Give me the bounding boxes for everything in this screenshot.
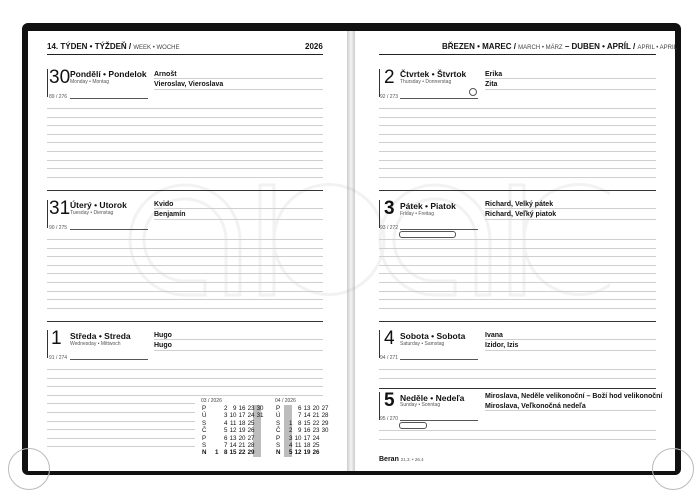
calendar-day: 10	[229, 412, 237, 420]
calendar-day	[255, 449, 264, 456]
day-underline	[400, 98, 478, 99]
ruled-line	[47, 160, 323, 161]
calendar-day: 18	[238, 419, 246, 427]
weekday-label: S	[276, 419, 281, 427]
calendar-day: 13	[303, 405, 311, 412]
calendar-day: 30	[321, 427, 329, 435]
calendar-day	[320, 449, 329, 456]
ruled-line	[379, 160, 656, 161]
ruled-line	[47, 395, 323, 396]
calendar-day	[210, 420, 219, 427]
day-subtitle: Wednesday • Mittwoch	[70, 341, 121, 347]
calendar-day: 19	[303, 449, 311, 457]
day-bar	[379, 69, 380, 97]
ruled-line	[47, 403, 195, 404]
day-index: 94 / 271	[380, 355, 399, 361]
ruled-line	[47, 125, 323, 126]
ruled-line	[47, 369, 323, 370]
day-separator	[379, 190, 656, 191]
month2-translations: APRIL • APRIL	[637, 45, 677, 51]
nameday-sk: Richard, Veľký piatok	[485, 211, 557, 218]
day-underline	[70, 359, 148, 360]
ruled-line	[47, 108, 323, 109]
calendar-day	[255, 435, 264, 442]
calendar-day: 31	[256, 412, 264, 420]
calendar-day: 4	[224, 419, 228, 427]
ruled-line	[485, 350, 656, 351]
nameday-cz: Arnošt	[154, 71, 177, 78]
ruled-line	[379, 378, 656, 379]
calendar-day: 25	[312, 442, 320, 450]
moon-phase-icon	[469, 88, 477, 96]
calendar-day: 22	[312, 419, 320, 427]
calendar-day: 11	[230, 419, 237, 427]
calendar-day: 17	[303, 434, 311, 442]
ruled-line	[47, 421, 195, 422]
day-number: 31	[49, 198, 71, 219]
ruled-line	[379, 256, 656, 257]
day-subtitle: Thursday • Donnerstag	[400, 79, 452, 85]
holiday-marker-icon	[399, 231, 456, 238]
brand-name: Beran	[379, 456, 399, 463]
ruled-line	[154, 339, 323, 340]
calendar-day	[284, 405, 293, 412]
ruled-line	[154, 350, 323, 351]
calendar-day: 30	[256, 405, 264, 412]
ruled-line	[154, 208, 323, 209]
day-name: Pátek • Piatok	[400, 201, 456, 211]
day-underline	[400, 420, 478, 421]
footer	[379, 456, 424, 463]
calendar-day: 12	[294, 449, 302, 457]
ruled-line	[47, 134, 323, 135]
day-separator	[379, 321, 656, 322]
ruled-line	[47, 291, 323, 292]
day-separator	[379, 388, 656, 389]
ruled-line	[47, 378, 323, 379]
weekday-label: P	[202, 405, 207, 412]
ruled-line	[47, 386, 323, 387]
calendar-day: 3	[224, 412, 228, 420]
calendar-day: 16	[238, 405, 246, 412]
weekday-label: P	[276, 405, 281, 412]
month1-label: BŘEZEN • MAREC /	[442, 42, 516, 51]
calendar-day: 23	[247, 405, 255, 412]
calendar-day: 26	[312, 449, 320, 457]
calendar-day: 1	[289, 419, 293, 427]
ruled-line	[47, 273, 323, 274]
day-bar	[379, 330, 380, 358]
ruled-line	[379, 108, 656, 109]
day-index: 91 / 274	[49, 355, 68, 361]
ruled-line	[47, 308, 323, 309]
week-label: 14. TÝDEN • TÝŽDEŇ /	[47, 42, 132, 51]
ruled-line	[379, 299, 656, 300]
calendar-day: 27	[247, 434, 255, 442]
ruled-line	[47, 446, 195, 447]
calendar-day: 20	[238, 434, 246, 442]
calendar-day	[210, 435, 219, 442]
calendar-day: 29	[321, 419, 329, 427]
weekday-label: N	[202, 449, 207, 457]
ruled-line	[47, 248, 323, 249]
ruled-line	[47, 299, 323, 300]
ruled-line	[379, 282, 656, 283]
day-number: 5	[384, 390, 395, 411]
calendar-day: 21	[238, 442, 246, 450]
day-name: Neděle • Nedeľa	[400, 393, 465, 403]
day-name: Pondělí • Pondelok	[70, 69, 147, 79]
nameday-cz: Erika	[485, 71, 503, 78]
ruled-line	[47, 282, 323, 283]
ruled-line	[47, 151, 323, 152]
corner-mark-left	[8, 448, 50, 490]
day-index: 89 / 276	[49, 94, 68, 100]
nameday-cz: Richard, Velký pátek	[485, 201, 554, 208]
day-underline	[70, 229, 148, 230]
ruled-line	[379, 265, 656, 266]
calendar-day: 8	[224, 449, 228, 457]
footer-code: 21.3. • 26.4	[400, 457, 424, 462]
mini-calendar-title: 04 / 2026	[275, 398, 296, 404]
calendar-day: 13	[229, 434, 237, 442]
holiday-marker-icon	[399, 422, 427, 429]
day-name: Středa • Streda	[70, 331, 131, 341]
day-name: Čtvrtek • Štvrtok	[400, 69, 467, 79]
calendar-day: 25	[247, 419, 255, 427]
month-heading	[442, 42, 677, 53]
calendar-day	[255, 420, 264, 427]
ruled-line	[379, 308, 656, 309]
day-subtitle: Friday • Freitag	[400, 211, 434, 217]
calendar-day: 9	[233, 405, 237, 412]
calendar-day: 7	[224, 442, 228, 450]
calendar-day: 11	[295, 442, 302, 450]
ruled-line	[47, 117, 323, 118]
ruled-line	[47, 168, 323, 169]
calendar-day: 21	[312, 412, 320, 420]
calendar-day: 15	[303, 419, 311, 427]
calendar-day: 28	[247, 442, 255, 450]
calendar-day: 1	[215, 449, 219, 457]
ruled-line	[379, 369, 656, 370]
calendar-day: 24	[312, 434, 320, 442]
ruled-line	[154, 78, 323, 79]
calendar-day: 6	[224, 434, 228, 442]
day-number: 30	[49, 67, 71, 88]
day-number: 4	[384, 328, 395, 349]
calendar-day: 20	[312, 405, 320, 412]
calendar-day: 4	[289, 442, 293, 450]
day-index: 95 / 270	[380, 416, 399, 422]
month1-translations: MARCH • MÄRZ	[518, 45, 563, 51]
nameday-cz: Ivana	[485, 332, 503, 339]
ruled-line	[379, 291, 656, 292]
day-index: 92 / 273	[380, 94, 399, 100]
day-number: 3	[384, 198, 395, 219]
day-separator	[47, 321, 323, 322]
calendar-day: 7	[298, 412, 302, 420]
week-translations: WEEK • WOCHE	[133, 45, 180, 51]
corner-mark-right	[652, 448, 694, 490]
calendar-day: 9	[298, 427, 302, 435]
day-subtitle: Tuesday • Dienstag	[70, 210, 114, 216]
day-name: Sobota • Sobota	[400, 331, 466, 341]
ruled-line	[485, 410, 656, 411]
calendar-day	[210, 405, 219, 412]
calendar-day: 5	[224, 427, 228, 435]
ruled-line	[379, 239, 656, 240]
calendar-day: 24	[247, 412, 255, 420]
nameday-cz: Miroslava, Neděle velikonoční – Boží hod velikonoční	[485, 393, 663, 400]
ruled-line	[379, 117, 656, 118]
calendar-day: 12	[229, 427, 237, 435]
ruled-line	[47, 239, 323, 240]
weekday-label: S	[202, 442, 207, 450]
ruled-line	[47, 256, 323, 257]
ruled-line	[379, 439, 656, 440]
nameday-sk: Miroslava, Veľkonočná nedeľa	[485, 403, 586, 410]
header-rule-left	[47, 54, 323, 55]
weekday-label: P	[276, 434, 281, 442]
ruled-line	[379, 177, 656, 178]
nameday-cz: Hugo	[154, 332, 172, 339]
calendar-day	[210, 442, 219, 449]
weekday-label: P	[202, 434, 207, 442]
calendar-day	[255, 442, 264, 449]
day-bar	[47, 330, 48, 358]
day-bar	[47, 69, 48, 97]
calendar-day: 26	[247, 427, 255, 435]
calendar-day: 15	[229, 449, 237, 457]
ruled-line	[379, 151, 656, 152]
year-label: 2026	[305, 42, 323, 51]
ruled-line	[47, 429, 195, 430]
nameday-sk: Benjamín	[154, 211, 186, 218]
day-subtitle: Sunday • Sonntag	[400, 402, 441, 408]
day-underline	[400, 229, 478, 230]
calendar-day: 29	[247, 449, 255, 457]
calendar-day: 2	[289, 427, 293, 435]
ruled-line	[379, 134, 656, 135]
calendar-day	[210, 427, 219, 434]
day-number: 2	[384, 67, 395, 88]
calendar-day: 14	[229, 442, 237, 450]
day-index: 93 / 272	[380, 225, 399, 231]
ruled-line	[485, 89, 656, 90]
calendar-day	[210, 412, 219, 419]
calendar-day: 14	[303, 412, 311, 420]
ruled-line	[154, 89, 323, 90]
day-index: 90 / 275	[49, 225, 68, 231]
calendar-day: 5	[289, 449, 293, 457]
day-subtitle: Monday • Montag	[70, 79, 109, 85]
calendar-day: 8	[298, 419, 302, 427]
mini-calendar-grid	[201, 405, 264, 457]
ruled-line	[379, 273, 656, 274]
ruled-line	[485, 339, 656, 340]
ruled-line	[47, 265, 323, 266]
ruled-line	[47, 438, 195, 439]
day-underline	[70, 98, 148, 99]
calendar-day: 22	[238, 449, 246, 457]
month2-label: – DUBEN • APRÍL /	[564, 42, 636, 51]
nameday-sk: Vieroslav, Vieroslava	[154, 81, 224, 88]
nameday-sk: Izidor, Izis	[485, 342, 519, 349]
nameday-cz: Kvido	[154, 201, 174, 208]
weekday-label: Č	[276, 427, 281, 435]
mini-calendar-title: 03 / 2026	[201, 398, 222, 404]
day-bar	[47, 200, 48, 228]
ruled-line	[379, 248, 656, 249]
ruled-line	[47, 177, 323, 178]
day-subtitle: Saturday • Samstag	[400, 341, 445, 347]
ruled-line	[379, 125, 656, 126]
nameday-sk: Zita	[485, 81, 498, 88]
week-heading	[47, 42, 180, 53]
header-rule-right	[379, 54, 656, 55]
weekday-label: Ú	[276, 412, 281, 420]
mini-calendar-grid	[275, 405, 329, 457]
ruled-line	[485, 208, 656, 209]
calendar-day: 23	[312, 427, 320, 435]
ruled-line	[485, 78, 656, 79]
ruled-line	[379, 430, 656, 431]
calendar-day: 10	[294, 434, 302, 442]
calendar-day: 18	[303, 442, 311, 450]
calendar-day: 27	[321, 405, 329, 412]
calendar-day: 2	[224, 405, 228, 412]
ruled-line	[154, 219, 323, 220]
calendar-day	[320, 435, 329, 442]
calendar-day: 6	[298, 405, 302, 412]
weekday-label: S	[202, 419, 207, 427]
calendar-day	[320, 442, 329, 449]
ruled-line	[379, 142, 656, 143]
day-bar	[379, 200, 380, 228]
day-number: 1	[51, 328, 62, 349]
ruled-line	[485, 219, 656, 220]
calendar-day: 19	[238, 427, 246, 435]
calendar-day	[284, 412, 293, 419]
weekday-label: S	[276, 442, 281, 450]
weekday-label: N	[276, 449, 281, 457]
calendar-day: 17	[238, 412, 246, 420]
day-name: Úterý • Utorok	[70, 200, 127, 210]
ruled-line	[379, 168, 656, 169]
weekday-label: Č	[202, 427, 207, 435]
calendar-day	[255, 427, 264, 434]
calendar-day: 3	[289, 434, 293, 442]
nameday-sk: Hugo	[154, 342, 172, 349]
ruled-line	[47, 142, 323, 143]
day-underline	[400, 359, 478, 360]
weekday-label: Ú	[202, 412, 207, 420]
day-separator	[47, 190, 323, 191]
calendar-day: 16	[303, 427, 311, 435]
ruled-line	[47, 412, 195, 413]
calendar-day: 28	[321, 412, 329, 420]
